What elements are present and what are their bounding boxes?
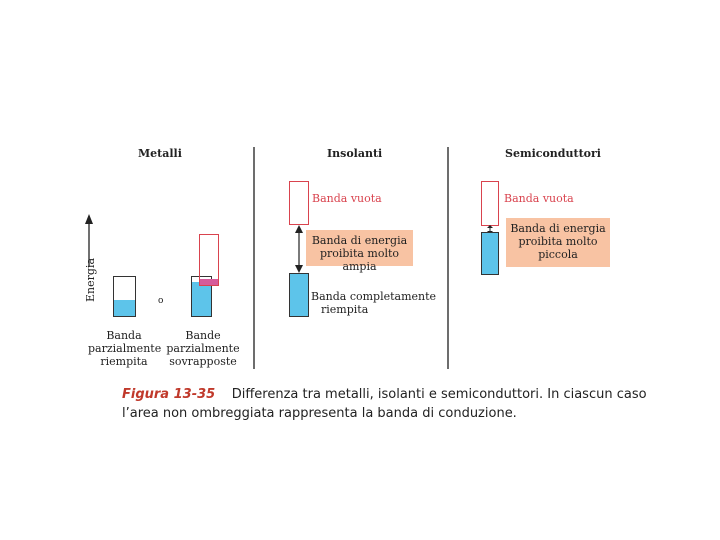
metals-title: Metalli xyxy=(138,147,182,160)
caption-line-1: Differenza tra metalli, isolanti e semiconduttori. In ciascun caso xyxy=(231,387,647,402)
label-line: proibita molto ampia xyxy=(319,247,400,273)
metal-partially-filled-band xyxy=(113,276,136,317)
label-line: piccola xyxy=(538,248,578,261)
label-line: riempita xyxy=(321,303,369,316)
label-line: Banda completamente xyxy=(311,290,437,303)
semiconductor-valence-band xyxy=(481,232,499,275)
insulator-empty-band xyxy=(289,181,309,225)
label-line: Bande xyxy=(185,329,221,342)
label-line: sovrapposte xyxy=(169,355,237,368)
semiconductors-title: Semiconduttori xyxy=(505,147,601,160)
energy-axis-label: Energia xyxy=(84,258,97,302)
insulators-title: Insolanti xyxy=(327,147,383,160)
semiconductor-band-gap xyxy=(506,218,610,267)
label-line: Banda di energia xyxy=(510,222,606,235)
label-line: proibita molto xyxy=(518,235,598,248)
label-line: Banda xyxy=(106,329,142,342)
label-line: Banda di energia xyxy=(311,234,408,247)
metal-band1-label xyxy=(88,329,160,368)
overlap-region xyxy=(200,279,218,285)
small-mark: o xyxy=(158,296,164,306)
band-fill xyxy=(114,300,135,316)
divider-2 xyxy=(447,147,449,369)
label-line: parzialmente xyxy=(166,342,240,355)
metal-band2-label xyxy=(166,329,240,368)
label-line: parzialmente xyxy=(88,342,162,355)
insulator-full-band-label xyxy=(311,290,436,316)
caption-line-2: l’area non ombreggiata rappresenta la banda di conduzione. xyxy=(122,406,517,421)
semiconductor-empty-band xyxy=(481,181,499,226)
label-line: riempita xyxy=(100,355,148,368)
metal-upper-band xyxy=(199,234,219,286)
insulator-empty-band-label: Banda vuota xyxy=(312,192,382,205)
figure-number: Figura 13-35 xyxy=(122,387,216,402)
divider-1 xyxy=(253,147,255,369)
figure-caption xyxy=(122,385,662,423)
insulator-band-gap xyxy=(306,230,413,273)
semiconductor-empty-band-label: Banda vuota xyxy=(504,192,574,205)
band-fill xyxy=(192,282,211,316)
insulator-full-band xyxy=(289,273,309,317)
